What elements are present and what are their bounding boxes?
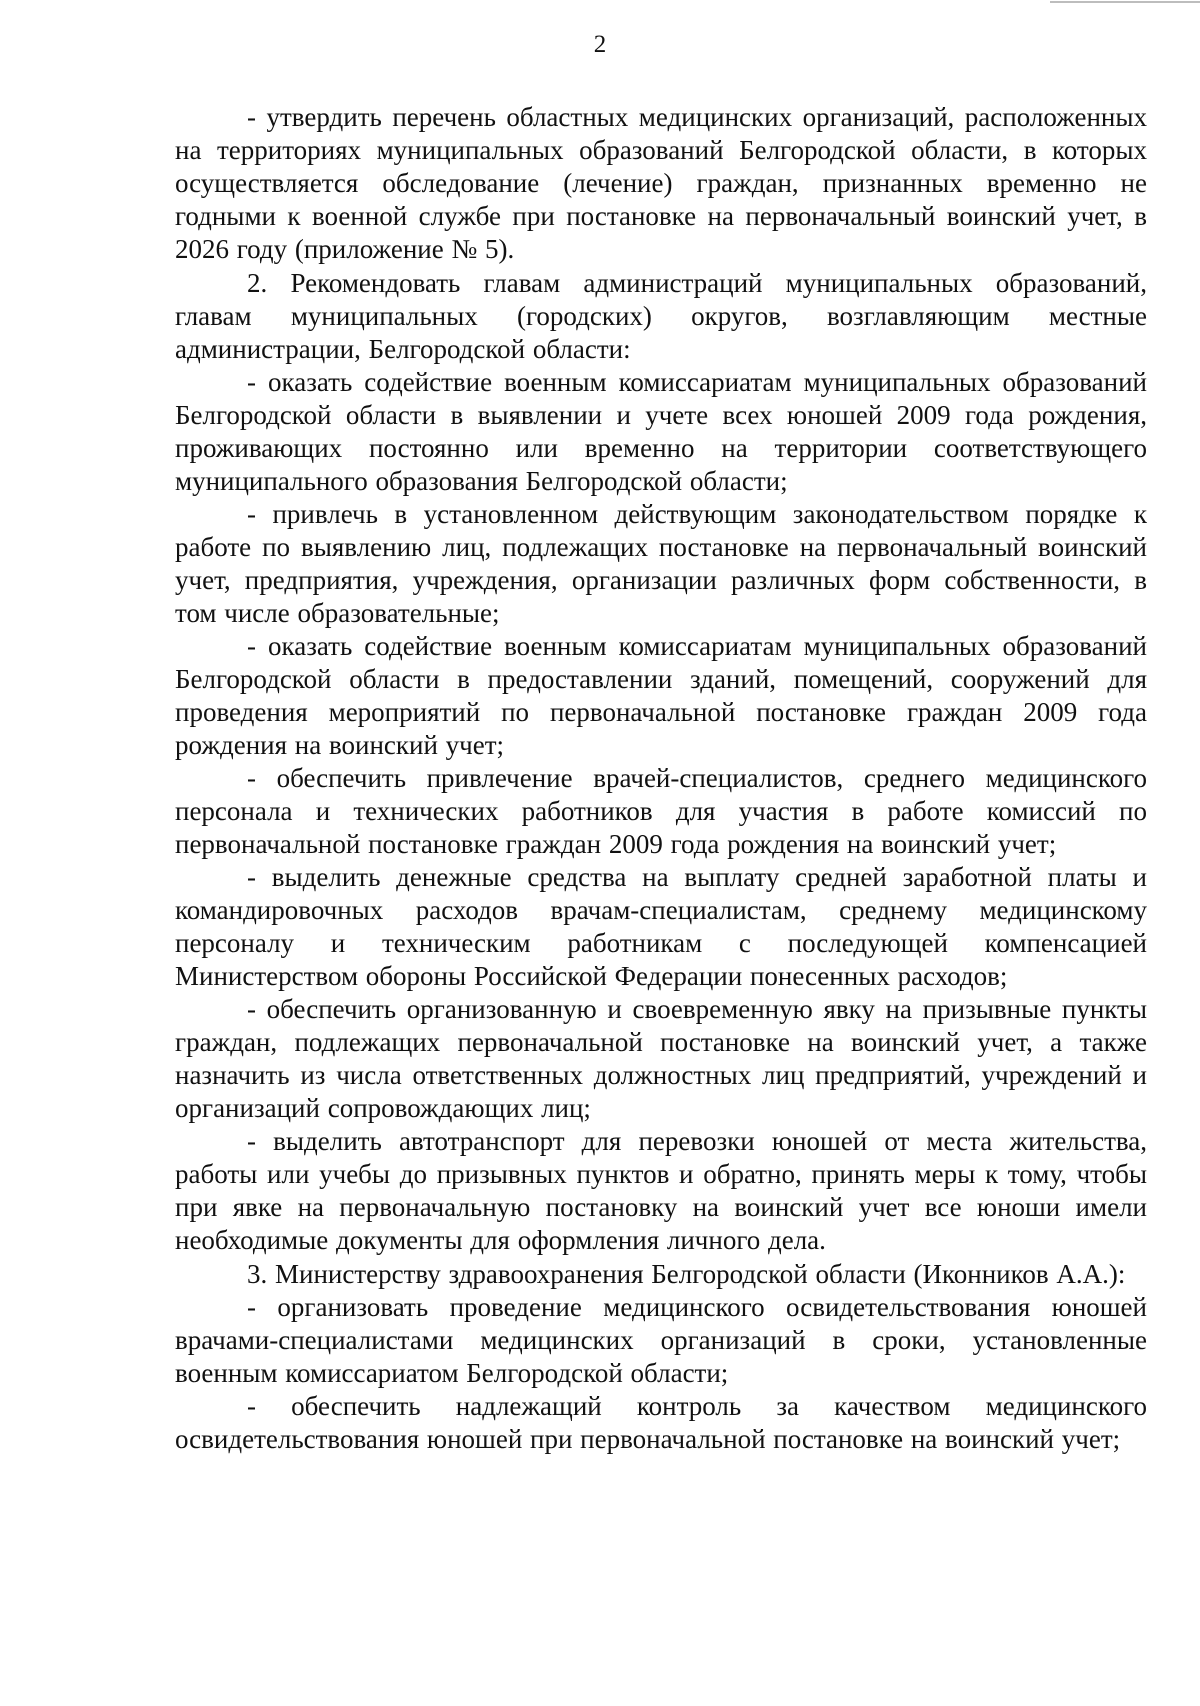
paragraph-involve-organizations: - привлечь в установленном действующим законодательством порядке к работе по выявлению лиц, подлежащих постановке на первоначальный воинский учет, предприятия, учреждения, организации различных форм собственности, в том числе образовательные; xyxy=(175,499,1147,628)
document-body xyxy=(175,101,1147,1456)
paragraph-ministry-health: 3. Министерству здравоохранения Белгородской области (Иконников А.А.): xyxy=(247,1259,1126,1289)
scan-edge-line xyxy=(1050,1,1200,3)
page-number: 2 xyxy=(593,31,607,58)
paragraph-recommend-heads: 2. Рекомендовать главам администраций муниципальных образований, главам муниципальных (городских) округов, возглавляющим местные администрации, Белгородской области: xyxy=(175,268,1147,364)
paragraph-allocate-funds: - выделить денежные средства на выплату средней заработной платы и командировочных расходов врачам-специалистам, среднему медицинскому персоналу и техническим работникам с последующей компенсацией Министерством обороны Российской Федерации понесенных расходов; xyxy=(175,862,1147,991)
paragraph-assist-identification: - оказать содействие военным комиссариатам муниципальных образований Белгородской области в выявлении и учете всех юношей 2009 года рождения, проживающих постоянно или временно на территории соответствующего муниципального образования Белгородской области; xyxy=(175,367,1147,496)
paragraph-approve-list: - утвердить перечень областных медицинских организаций, расположенных на территориях муниципальных образований Белгородской области, в которых осуществляется обследование (лечение) граждан, признанных временно не годными к военной службе при постановке на первоначальный воинский учет, в 2026 году (приложение № 5). xyxy=(175,102,1147,264)
paragraph-ensure-attendance: - обеспечить организованную и своевременную явку на призывные пункты граждан, подлежащих первоначальной постановке на воинский учет, а также назначить из числа ответственных должностных лиц предприятий, учреждений и организаций сопровождающих лиц; xyxy=(175,994,1147,1123)
paragraph-allocate-transport: - выделить автотранспорт для перевозки юношей от места жительства, работы или учебы до призывных пунктов и обратно, принять меры к тому, чтобы при явке на первоначальную постановку на воинский учет все юноши имели необходимые документы для оформления личного дела. xyxy=(175,1126,1147,1255)
paragraph-involve-doctors: - обеспечить привлечение врачей-специалистов, среднего медицинского персонала и технических работников для участия в работе комиссий по первоначальной постановке граждан 2009 года рождения на воинский учет; xyxy=(175,763,1147,859)
paragraph-organize-examination: - организовать проведение медицинского освидетельствования юношей врачами-специалистами медицинских организаций в сроки, установленные военным комиссариатом Белгородской области; xyxy=(175,1292,1147,1388)
paragraph-assist-premises: - оказать содействие военным комиссариатам муниципальных образований Белгородской области в предоставлении зданий, помещений, сооружений для проведения мероприятий по первоначальной постановке граждан 2009 года рождения на воинский учет; xyxy=(175,631,1147,760)
paragraph-quality-control: - обеспечить надлежащий контроль за качеством медицинского освидетельствования юношей при первоначальной постановке на воинский учет; xyxy=(175,1391,1147,1454)
